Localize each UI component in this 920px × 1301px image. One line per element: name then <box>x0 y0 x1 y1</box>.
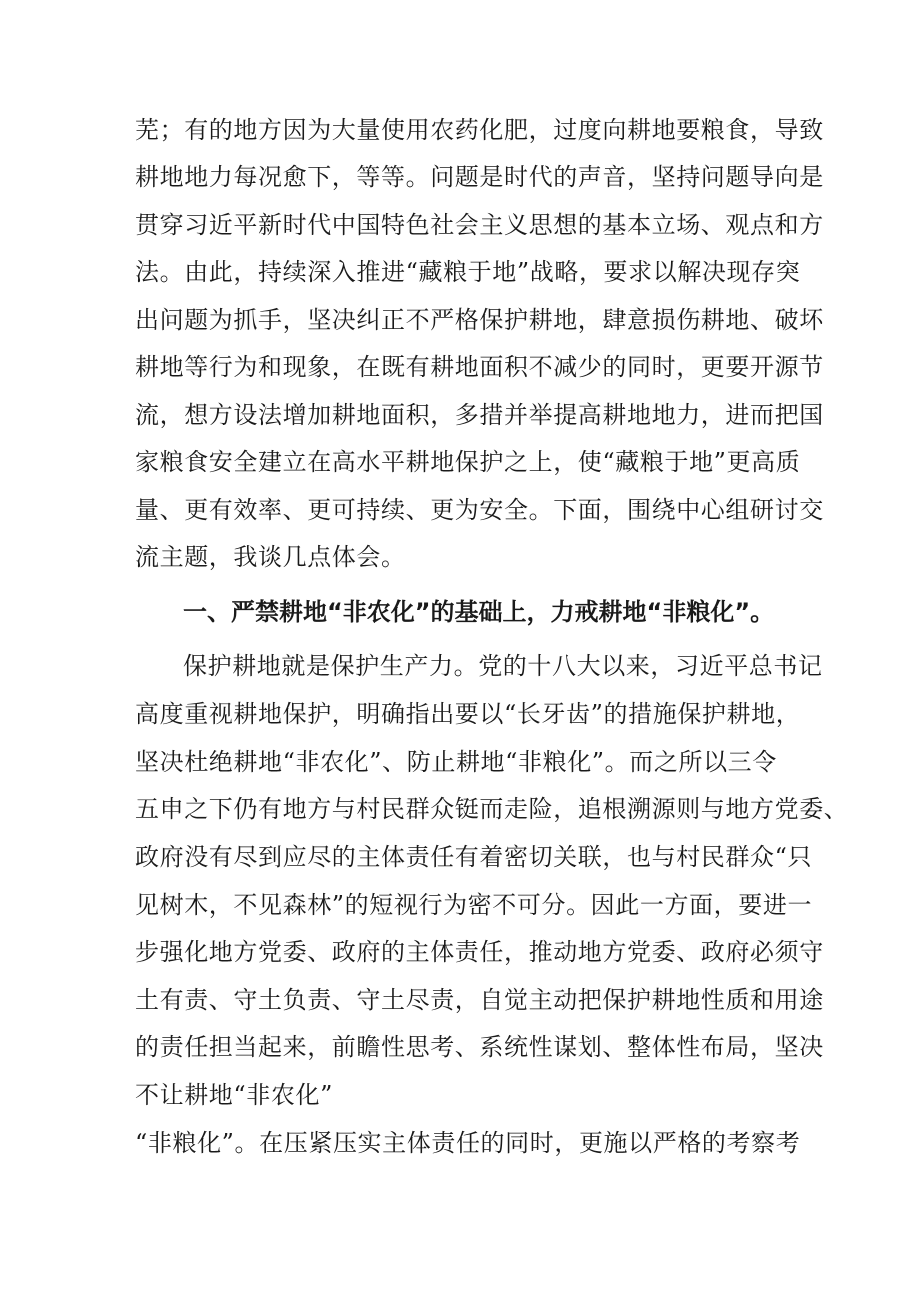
paragraph-line: 见树木，不见森林”的短视行为密不可分。因此一方面，要进一 <box>135 891 813 919</box>
paragraph-line: 步强化地方党委、政府的主体责任，推动地方党委、政府必须守 <box>135 938 824 966</box>
paragraph-line: 政府没有尽到应尽的主体责任有着密切关联，也与村民群众“只 <box>135 843 813 871</box>
paragraph-line: 流，想方设法增加耕地面积，多措并举提高耕地地力，进而把国 <box>135 401 824 429</box>
paragraph-line: “非粮化”。在压紧压实主体责任的同时，更施以严格的考察考 <box>135 1129 801 1157</box>
paragraph-line: 流主题，我谈几点体会。 <box>135 543 406 571</box>
paragraph-line: 坚决杜绝耕地“非农化”、防止耕地“非粮化”。而之所以三令 <box>135 748 777 776</box>
paragraph-line: 出问题为抓手，坚决纠正不严格保护耕地，肆意损伤耕地、破坏 <box>135 306 824 334</box>
paragraph-line: 五申之下仍有地方与村民群众铤而走险，追根溯源则与地方党委、 <box>135 795 849 823</box>
paragraph-line: 土有责、守土负责、守土尽责，自觉主动把保护耕地性质和用途 <box>135 986 824 1014</box>
section-heading: 一、严禁耕地“非农化”的基础上，力戒耕地“非粮化”。 <box>183 598 775 626</box>
paragraph-line: 家粮食安全建立在高水平耕地保护之上，使“藏粮于地”更高质 <box>135 448 801 476</box>
paragraph-line: 耕地地力每况愈下，等等。问题是时代的声音，坚持问题导向是 <box>135 163 824 191</box>
paragraph-line: 法。由此，持续深入推进“藏粮于地”战略，要求以解决现存突 <box>135 258 801 286</box>
paragraph-line: 保护耕地就是保护生产力。党的十八大以来，习近平总书记 <box>183 652 823 680</box>
paragraph-line: 贯穿习近平新时代中国特色社会主义思想的基本立场、观点和方 <box>135 211 824 239</box>
paragraph-line: 芜；有的地方因为大量使用农药化肥，过度向耕地要粮食，导致 <box>135 116 824 144</box>
paragraph-line: 耕地等行为和现象，在既有耕地面积不减少的同时，更要开源节 <box>135 353 824 381</box>
paragraph-line: 量、更有效率、更可持续、更为安全。下面，围绕中心组研讨交 <box>135 496 824 524</box>
paragraph-line: 高度重视耕地保护，明确指出要以“长牙齿”的措施保护耕地， <box>135 700 801 728</box>
paragraph-line: 的责任担当起来，前瞻性思考、系统性谋划、整体性布局，坚决 <box>135 1033 824 1061</box>
paragraph-line: 不让耕地“非农化” <box>135 1081 333 1109</box>
